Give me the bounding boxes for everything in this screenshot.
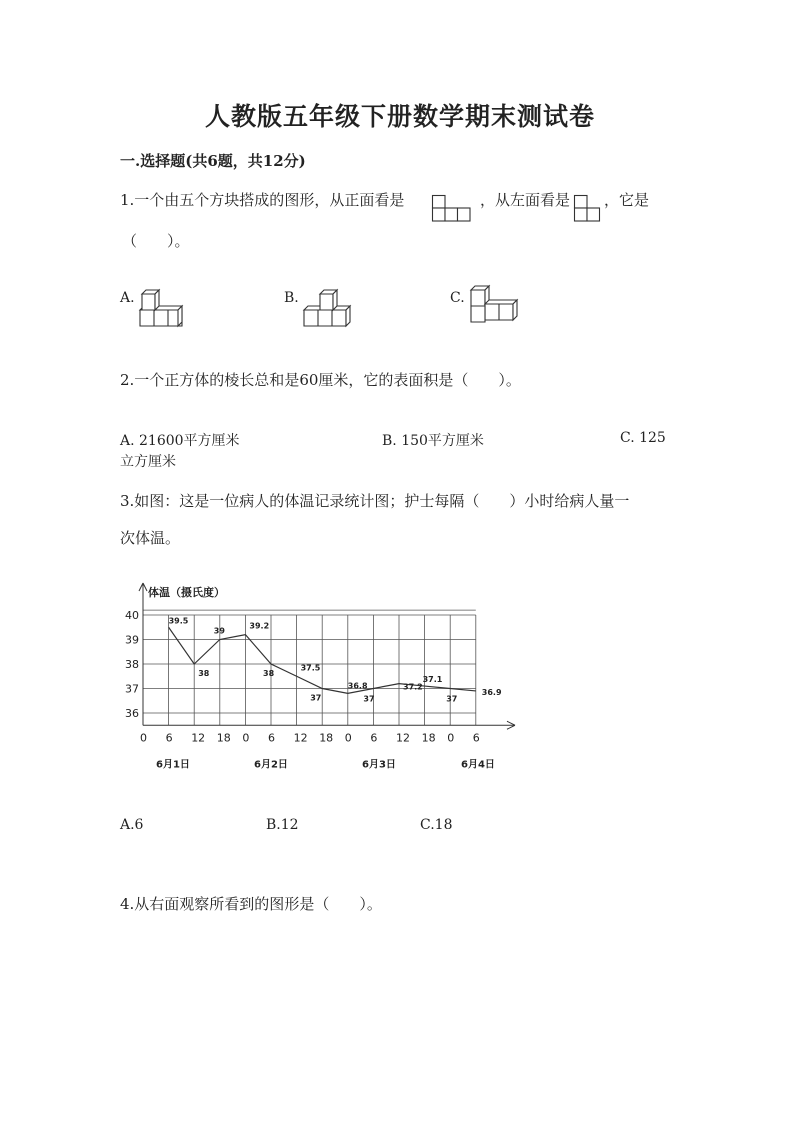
y-tick-label: 36 (125, 707, 139, 720)
x-tick-label: 0 (344, 731, 352, 745)
x-tick-label: 18 (319, 731, 334, 745)
q2-option-c[interactable]: C. 125 (620, 430, 666, 446)
q2-text: 2.一个正方体的棱长总和是60厘米，它的表面积是（ ）。 (120, 371, 521, 389)
x-day-label: 6月3日 (362, 759, 396, 771)
data-label: 39.2 (249, 621, 270, 631)
page-title: 人教版五年级下册数学期末测试卷 (204, 102, 595, 131)
q4-text: 4.从右面观察所看到的图形是（ ）。 (120, 895, 382, 913)
y-tick-label: 37 (125, 682, 139, 696)
data-label: 37 (446, 694, 458, 704)
q2-option-c-continued: 立方厘米 (120, 454, 176, 470)
x-tick-label: 6 (370, 731, 378, 745)
x-day-label: 6月1日 (156, 759, 190, 771)
data-label: 39.5 (168, 616, 189, 626)
option-a-cube-figure (139, 288, 185, 328)
x-tick-label: 18 (216, 731, 231, 745)
x-tick-label: 12 (191, 731, 206, 745)
q1-answer-blank: （ ）。 (122, 232, 190, 250)
data-label: 37.2 (403, 682, 423, 692)
y-tick-label: 38 (125, 658, 139, 671)
option-b-cube-figure (303, 288, 353, 328)
data-label: 36.8 (347, 681, 368, 691)
q1-option-a[interactable]: A. (120, 290, 135, 306)
x-tick-label: 6 (472, 731, 480, 745)
data-label: 37.1 (422, 675, 443, 685)
x-day-label: 6月2日 (254, 759, 288, 771)
temperature-line-chart (0, 575, 540, 775)
data-label: 38 (263, 669, 275, 678)
data-label: 39 (213, 626, 225, 636)
x-tick-label: 0 (242, 731, 250, 745)
chart-title: 体温（摄氏度） (148, 586, 225, 599)
x-tick-label: 0 (140, 731, 147, 745)
data-label: 37.5 (300, 663, 321, 673)
data-label: 38 (198, 669, 210, 678)
x-tick-label: 18 (421, 731, 436, 745)
x-tick-label: 0 (447, 731, 455, 745)
left-view-figure (574, 195, 602, 225)
x-tick-label: 12 (293, 731, 308, 745)
q3-option-a[interactable]: A.6 (120, 817, 144, 833)
x-tick-label: 6 (165, 731, 173, 745)
q3-option-c[interactable]: C.18 (420, 817, 453, 833)
q1-option-b[interactable]: B. (284, 290, 299, 306)
data-label: 36.9 (481, 687, 502, 697)
q2-option-b[interactable]: B. 150平方厘米 (382, 433, 484, 449)
q1-option-c[interactable]: C. (450, 290, 465, 306)
x-day-label: 6月4日 (461, 759, 495, 771)
front-view-figure (432, 195, 472, 225)
q1-text-part2: ，从左面看是 (480, 191, 571, 209)
section-heading: 一.选择题(共6题，共12分) (120, 152, 306, 170)
q3-option-b[interactable]: B.12 (266, 817, 299, 833)
data-label: 37 (310, 693, 322, 703)
y-tick-label: 40 (125, 609, 139, 622)
q1-text-part3: ，它是 (604, 191, 650, 209)
data-label: 37 (363, 694, 375, 704)
y-tick-label: 39 (125, 633, 139, 647)
x-tick-label: 12 (396, 731, 410, 745)
q3-text-line2: 次体温。 (120, 529, 181, 547)
q2-option-a[interactable]: A. 21600平方厘米 (120, 433, 240, 449)
q1-text-part1: 1.一个由五个方块搭成的图形，从正面看是 (120, 191, 405, 209)
q3-text-line1: 3.如图：这是一位病人的体温记录统计图；护士每隔（ ）小时给病人量一 (120, 492, 630, 510)
option-c-cube-figure (469, 284, 519, 328)
x-tick-label: 6 (268, 731, 275, 745)
